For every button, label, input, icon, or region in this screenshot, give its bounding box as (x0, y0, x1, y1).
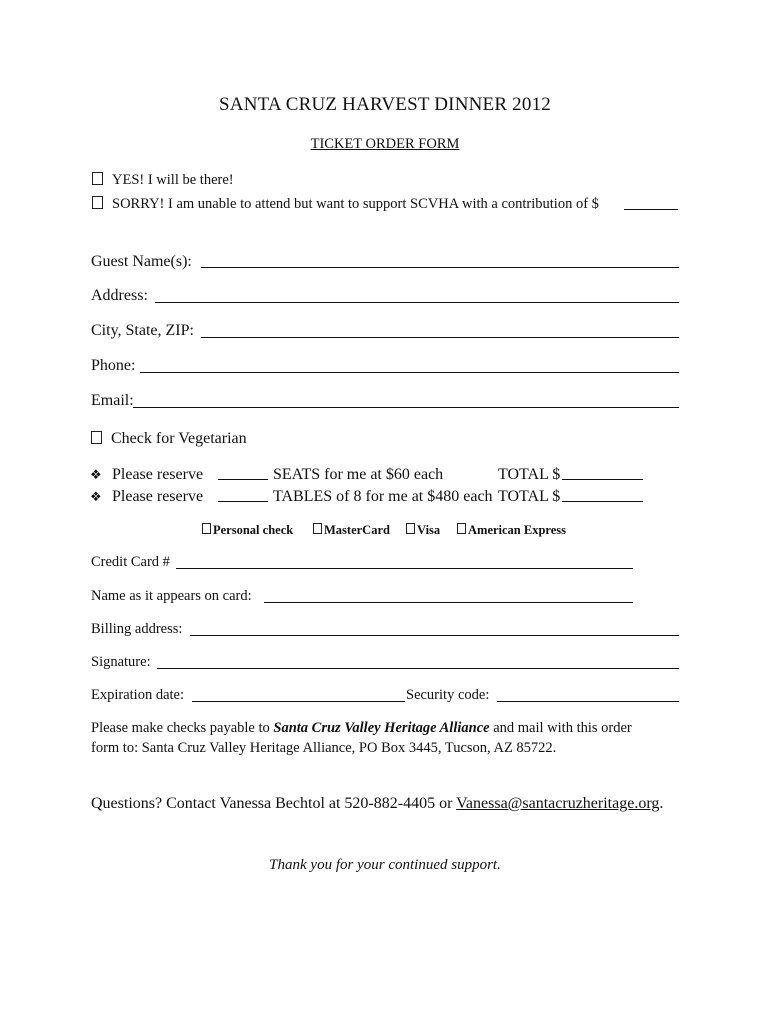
tables-prefix: Please reserve (112, 488, 204, 505)
address-label: Address: (91, 287, 148, 304)
vegetarian-label: Check for Vegetarian (111, 430, 247, 447)
security-code-field[interactable] (497, 701, 679, 702)
phone-label: Phone: (91, 357, 136, 374)
expiration-date-field[interactable] (192, 701, 405, 702)
tables-quantity-field[interactable] (218, 501, 268, 502)
payment-label: MasterCard (324, 523, 390, 537)
address-field[interactable] (155, 302, 679, 303)
cardholder-name-field[interactable] (264, 602, 633, 603)
expiration-date-label: Expiration date: (91, 687, 185, 703)
rsvp-yes-row (92, 172, 234, 189)
payment-american-express[interactable] (457, 523, 566, 538)
yes-label: YES! I will be there! (112, 172, 234, 188)
sorry-checkbox[interactable] (92, 196, 103, 209)
vegetarian-checkbox[interactable] (91, 431, 102, 444)
billing-address-label: Billing address: (91, 621, 183, 637)
mail-prefix: Please make checks payable to (91, 720, 274, 736)
sorry-label: SORRY! I am unable to attend but want to support SCVHA with a contribution of $ (112, 196, 599, 212)
payee-name: Santa Cruz Valley Heritage Alliance (273, 720, 490, 736)
visa-checkbox[interactable] (406, 523, 415, 534)
reserve-seats-row (90, 466, 203, 484)
reserve-tables-row (90, 488, 203, 506)
tables-total-label: TOTAL $ (498, 488, 561, 505)
tables-suffix: TABLES of 8 for me at $480 each (273, 488, 493, 505)
payment-visa[interactable] (406, 523, 440, 538)
tables-total-field[interactable] (562, 501, 643, 502)
american-express-checkbox[interactable] (457, 523, 466, 534)
guest-name-field[interactable] (201, 267, 679, 268)
mail-suffix: and mail with this order (489, 720, 632, 736)
contribution-amount-field[interactable] (624, 209, 678, 210)
signature-field[interactable] (157, 668, 679, 669)
diamond-bullet-icon: ❖ (90, 467, 102, 482)
contact-email-link[interactable]: Vanessa@santacruzheritage.org (456, 795, 660, 812)
rsvp-sorry-row (92, 196, 599, 213)
email-label: Email: (91, 392, 134, 409)
payment-personal-check[interactable] (202, 523, 293, 538)
mail-instructions-line2: form to: Santa Cruz Valley Heritage Alliance, PO Box 3445, Tucson, AZ 85722. (91, 740, 557, 756)
yes-checkbox[interactable] (92, 172, 103, 185)
contact-prefix: Questions? Contact Vanessa Bechtol at 520-882-4405 or (91, 795, 457, 812)
vegetarian-row (91, 430, 247, 448)
credit-card-number-field[interactable] (176, 568, 633, 569)
thank-you-note: Thank you for your continued support. (269, 857, 501, 873)
seats-prefix: Please reserve (112, 466, 204, 483)
credit-card-number-label: Credit Card # (91, 554, 170, 570)
billing-address-field[interactable] (190, 635, 679, 636)
city-state-zip-field[interactable] (201, 337, 679, 338)
payment-mastercard[interactable] (313, 523, 390, 538)
personal-check-checkbox[interactable] (202, 523, 211, 534)
email-field[interactable] (133, 407, 679, 408)
mastercard-checkbox[interactable] (313, 523, 322, 534)
seats-suffix: SEATS for me at $60 each (273, 466, 444, 483)
form-subtitle: TICKET ORDER FORM (310, 136, 460, 152)
cardholder-name-label: Name as it appears on card: (91, 588, 252, 604)
city-state-zip-label: City, State, ZIP: (91, 322, 194, 339)
seats-total-field[interactable] (562, 479, 643, 480)
contact-suffix: . (659, 795, 664, 812)
signature-label: Signature: (91, 654, 151, 670)
seats-total-label: TOTAL $ (498, 466, 561, 483)
phone-field[interactable] (140, 372, 679, 373)
contact-line (91, 795, 663, 813)
payment-label: Visa (417, 523, 441, 537)
mail-instructions-line1 (91, 720, 632, 737)
payment-label: Personal check (213, 523, 294, 537)
seats-quantity-field[interactable] (218, 479, 268, 480)
security-code-label: Security code: (406, 687, 490, 703)
form-title: SANTA CRUZ HARVEST DINNER 2012 (219, 94, 551, 115)
diamond-bullet-icon: ❖ (90, 489, 102, 504)
guest-name-label: Guest Name(s): (91, 253, 192, 270)
payment-label: American Express (468, 523, 567, 537)
